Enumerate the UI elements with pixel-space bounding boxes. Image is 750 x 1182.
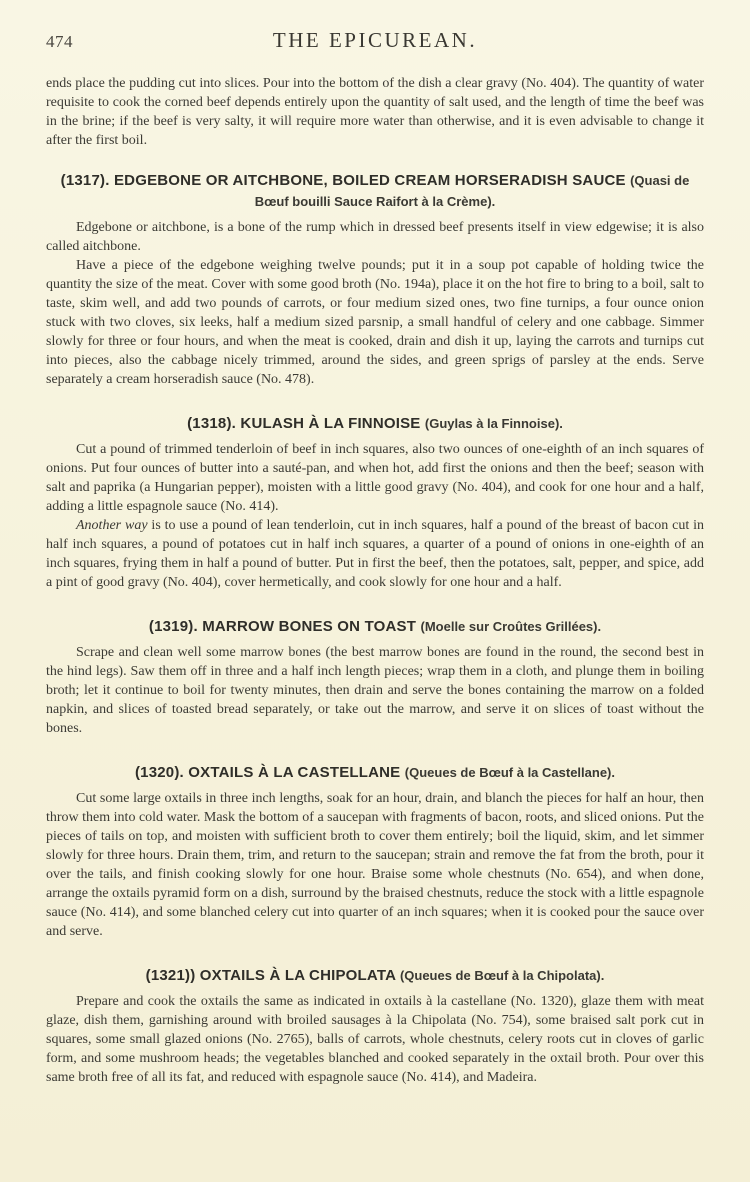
recipe-paragraph-variation [46,516,704,592]
recipe-paragraph: Scrape and clean well some marrow bones (the best marrow bones are found in the round, the second best in the hind legs). Saw them off in three and a half inch length pieces; wrap them in a cloth, and plunge them in boiling broth; let it continue to boil for twenty minutes, then drain and serve the bones containing the marrow on a folded napkin, and slices of toasted bread separately, or take out the marrow, and serve it on slices of toast without the bones. [46,645,704,736]
recipe-heading [46,616,704,637]
recipe-1318 [46,413,704,592]
running-title: THE EPICUREAN. [272,28,478,52]
recipe-subtitle: (Quasi de Bœuf bouilli Sauce Raifort à la Crème). [254,173,690,209]
recipe-title: OXTAILS À LA CHIPOLATA [199,967,396,984]
recipe-subtitle: (Queues de Bœuf à la Castellane). [404,765,615,780]
recipe-title: MARROW BONES ON TOAST [202,618,417,635]
recipe-number: (1319). [148,618,198,635]
recipe-subtitle: (Moelle sur Croûtes Grillées). [420,619,602,634]
recipe-1317 [46,170,704,389]
page-header [46,26,704,66]
recipe-paragraph: Cut some large oxtails in three inch lengths, soak for an hour, drain, and blanch the pieces for half an hour, then throw them into cold water. Mask the bottom of a saucepan with fragments of bacon, roots, and sliced onions. Put the pieces of tails on top, and moisten with sufficient broth to cover them entirely; boil the liquid, skim, and let simmer slowly for three hours. Drain them, trim, and return to the saucepan; strain and remove the fat from the broth, pour it over the tails, and finish cooking slowly for one hour. Braise some whole chestnuts (No. 654), and when done, arrange the oxtails pyramid form on a dish, surround by the braised chestnuts, reduce the stock with a little espagnole sauce (No. 414), and some blanched celery cut into quarter of an inch squares; when it is cooked pour the sauce over and serve. [46,791,704,939]
recipe-1319 [46,616,704,738]
recipe-title: EDGEBONE OR AITCHBONE, BOILED CREAM HORSERADISH SAUCE [113,172,626,189]
another-way-text: is to use a pound of lean tenderloin, cut in inch squares, half a pound of the breast of bacon cut in half inch squares, a pound of potatoes cut in half inch squares, a quarter of a pound of onions in one-eighth of an inch squares, frying them in half a pound of butter. Put in first the beef, then the potatoes, salt, pepper, and spice, add a pint of good gravy (No. 404), cover hermetically, and cook slowly for one hour and a half. [46,518,705,590]
recipe-paragraph: Prepare and cook the oxtails the same as indicated in oxtails à la castellane (No. 1320), glaze them with meat glaze, dish them, garnishing around with broiled sausages à la Chipolata (No. 754), some braised salt pork cut in squares, some small glazed onions (No. 2765), balls of carrots, whole chestnuts, celery roots cut in cloves of garlic form, and some mushroom heads; the vegetables blanched and cooked separately in the oxtail broth. Pour over this same broth free of all its fat, and reduced with espagnole sauce (No. 414), and Madeira. [46,994,704,1085]
recipe-number: (1318). [187,415,237,432]
another-way-label: Another way [76,518,148,533]
recipe-heading [46,413,704,434]
recipe-subtitle: (Guylas à la Finnoise). [424,416,563,431]
recipe-subtitle: (Queues de Bœuf à la Chipolata). [399,968,605,983]
recipe-title: KULASH À LA FINNOISE [240,415,421,432]
intro-paragraph: ends place the pudding cut into slices. Pour into the bottom of the dish a clear gravy (No. 404). The quantity of water requisite to cook the corned beef depends entirely upon the quantity of salt used, and the length of time the beef was in the brine; if the beef is very salty, it will require more water than otherwise, and it is even advisable to change it after the first boil. [46,76,704,148]
recipe-number: (1321)) [145,967,196,984]
recipe-heading [46,170,704,212]
recipe-1320 [46,762,704,941]
recipe-heading [46,762,704,783]
recipe-1321 [46,965,704,1087]
page-number: 474 [46,32,73,51]
recipe-title: OXTAILS À LA CASTELLANE [188,764,401,781]
recipe-paragraph: Cut a pound of trimmed tenderloin of beef in inch squares, also two ounces of one-eighth of an inch squares of onions. Put four ounces of butter into a sauté-pan, and when hot, add first the onions and then the beef; season with salt and paprika (a Hungarian pepper), moisten with a little good gravy (No. 404), and cook for one hour and a half, adding a little espagnole sauce (No. 414). [46,442,704,514]
recipe-paragraph: Have a piece of the edgebone weighing twelve pounds; put it in a soup pot capable of holding twice the quantity the size of the meat. Cover with some good broth (No. 194a), place it on the hot fire to bring to a boil, salt to taste, skim well, and add two pounds of carrots, or four medium sized ones, two fine turnips, a four ounce onion stuck with two cloves, six leeks, half a medium sized parsnip, a small handful of celery and one cabbage. Simmer slowly for three or four hours, and when the meat is cooked, drain and dish it up, laying the carrots and turnips cut into pieces, also the cabbage nicely trimmed, around the sides, and green sprigs of parsley at the ends. Serve separately a cream horseradish sauce (No. 478). [46,258,704,387]
recipe-number: (1320). [134,764,184,781]
recipe-number: (1317). [60,172,110,189]
recipe-paragraph: Edgebone or aitchbone, is a bone of the rump which in dressed beef presents itself in view edgewise; it is also called aitchbone. [46,220,704,254]
recipe-heading [46,965,704,986]
